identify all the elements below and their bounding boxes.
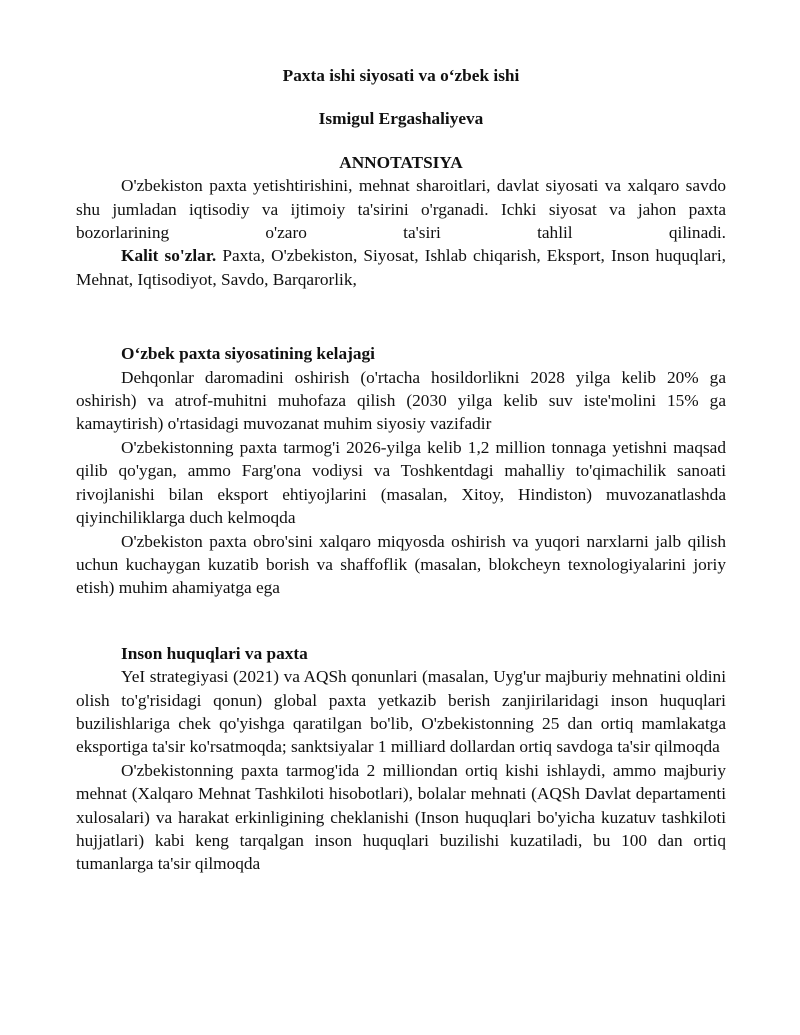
section1-paragraph: Dehqonlar daromadini oshirish (o'rtacha hosildorlikni 2028 yilga kelib 20% ga oshirish) va atrof-muhitni muhofaza qilish (2030 yilga kelib suv iste'molini 15% ga kamaytirish) o'rtasidagi muvozanat muhim siyosiy vazifadir bbox=[76, 367, 726, 434]
section-heading-future-policy: O‘zbek paxta siyosatining kelajagi bbox=[121, 344, 375, 364]
keywords-label: Kalit so'zlar. bbox=[121, 246, 217, 266]
annotation-heading: ANNOTATSIYA bbox=[339, 152, 463, 172]
keywords-list: Paxta, O'zbekiston, Siyosat, Ishlab chiqarish, Eksport, Inson huquqlari, Mehnat, Iqtisodiyot, Savdo, Barqarorlik, bbox=[76, 246, 727, 289]
section-heading-human-rights: Inson huquqlari va paxta bbox=[121, 643, 308, 663]
document-page bbox=[76, 64, 726, 876]
section2-paragraph: YeI strategiyasi (2021) va AQSh qonunlari (masalan, Uyg'ur majburiy mehnatini oldini olish to'g'risidagi qonun) global paxta yetkazib berish zanjirilaridagi inson huquqlari buzilishlariga chek qo'yishga qaratilgan bo'lib, O'zbekistonning 25 dan ortiq mamlakatga eksportiga ta'sir ko'rsatmoqda; sanktsiyalar 1 milliard dollardan ortiq savdoga ta'sir qilmoqda bbox=[76, 667, 726, 757]
annotation-paragraph: O'zbekiston paxta yetishtirishini, mehnat sharoitlari, davlat siyosati va xalqaro savdo shu jumladan iqtisodiy va ijtimoiy ta'sirini o'rganadi. Ichki siyosat va jahon paxta bozorlarining o'zaro ta'siri tahlil qilinadi. bbox=[76, 176, 726, 243]
author-name: Ismigul Ergashaliyeva bbox=[318, 109, 484, 129]
section2-paragraph: O'zbekistonning paxta tarmog'ida 2 milliondan ortiq kishi ishlaydi, ammo majburiy mehnat (Xalqaro Mehnat Tashkiloti hisobotlari), bolalar mehnati (AQSh Davlat departamenti xulosalari) va harakat erkinligining cheklanishi (Inson huquqlari bo'yicha kuzatuv tashkiloti hujjatlari) kabi keng tarqalgan inson huquqlari buzilishi kuzatiladi, bu 100 dan ortiq tumanlarga ta'sir qilmoqda bbox=[76, 760, 726, 874]
section1-paragraph: O'zbekiston paxta obro'sini xalqaro miqyosda oshirish va yuqori narxlarni jalb qilish uchun kuchaygan kuzatib borish va shaffoflik (masalan, blokcheyn texnologiyalarini joriy etish) muhim ahamiyatga ega bbox=[76, 531, 726, 598]
keywords-paragraph bbox=[76, 244, 726, 291]
section1-paragraph: O'zbekistonning paxta tarmog'i 2026-yilga kelib 1,2 million tonnaga yetishni maqsad qilib qo'ygan, ammo Farg'ona vodiysi va Toshkentdagi mahalliy to'qimachilik sanoati rivojlanishi bilan eksport ehtiyojlarini (masalan, Xitoy, Hindiston) muvozanatlashda qiyinchiliklarga duch kelmoqda bbox=[76, 437, 726, 528]
document-title: Paxta ishi siyosati va o‘zbek ishi bbox=[282, 66, 520, 85]
